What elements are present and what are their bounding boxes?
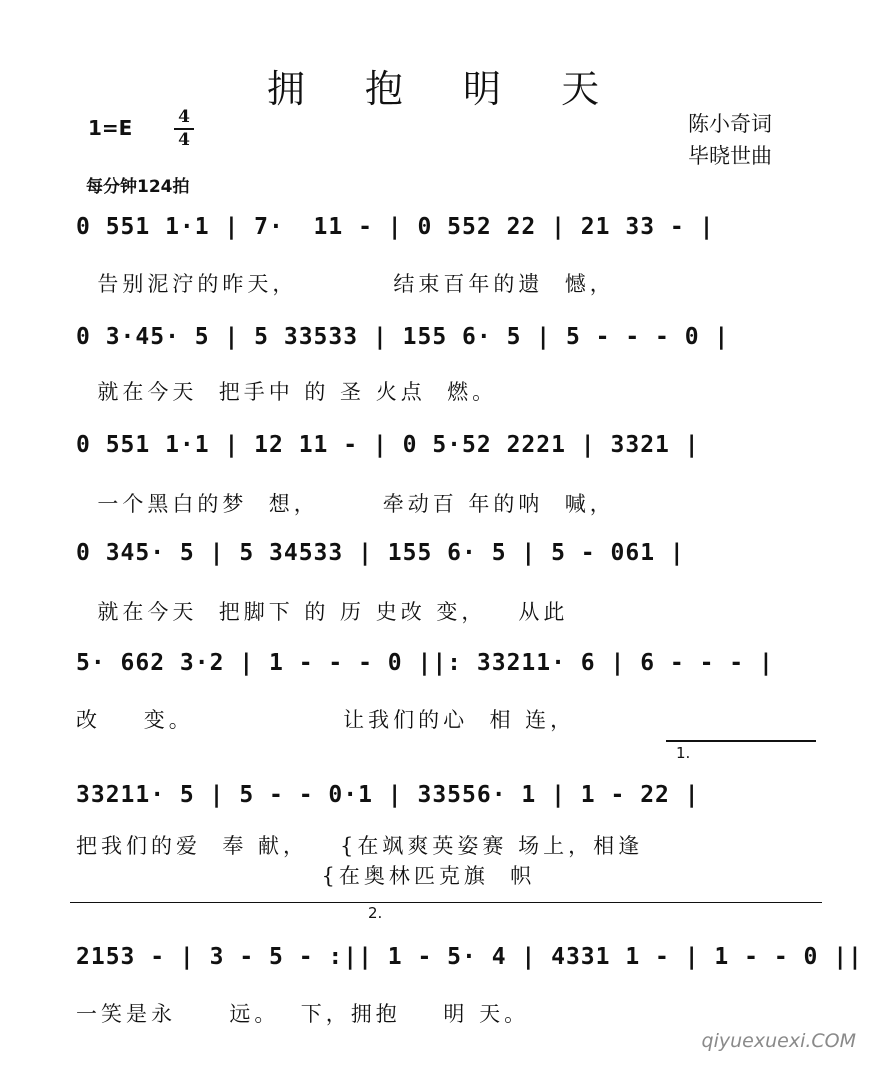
lyric-row-3: 一个黑白的梦 想， 牵动百 年的呐 喊，	[76, 492, 615, 516]
lyric-row-1: 告别泥泞的昨天， 结束百年的遗 憾，	[76, 272, 615, 296]
notation-row-2: 0 3·45· 5 | 5 33533 | 155 6· 5 | 5 - - - 0 |	[76, 324, 730, 350]
notation-row-5: 5· 662 3·2 | 1 - - - 0 ||: 33211· 6 | 6 - - - |	[76, 650, 774, 676]
volta-first-line	[666, 740, 816, 742]
lyric-row-4: 就在今天 把脚下 的 历 史改 变， 从此	[76, 600, 569, 624]
composer-credit: 毕晓世曲	[688, 144, 772, 168]
site-watermark: qiyuexuexi.COM	[701, 1030, 856, 1052]
lyricist-credit: 陈小奇词	[688, 112, 772, 136]
notation-row-3: 0 551 1·1 | 12 11 - | 0 5·52 2221 | 3321 |	[76, 432, 700, 458]
volta-first-label: 1.	[676, 744, 691, 762]
notation-row-7: 2153 - | 3 - 5 - :|| 1 - 5· 4 | 4331 1 - | 1 - - 0 ||	[76, 944, 863, 970]
system-line	[70, 902, 822, 903]
lyric-row-6: 把我们的爱 奉 献， {在飒爽英姿赛 场上，相逢	[76, 834, 644, 858]
song-title: 拥 抱 明 天	[266, 67, 624, 111]
key-signature: 1=E	[88, 116, 133, 140]
time-top: 4	[178, 107, 190, 127]
time-signature	[174, 108, 194, 150]
lyric-row-5: 改 变。 让我们的心 相 连，	[76, 708, 576, 732]
notation-row-1: 0 551 1·1 | 7· 11 - | 0 552 22 | 21 33 - |	[76, 214, 715, 240]
lyric-row-7: 一笑是永 远。 下，拥抱 明 天。	[76, 1002, 530, 1026]
volta-second-label: 2.	[368, 904, 383, 922]
notation-row-6: 33211· 5 | 5 - - 0·1 | 33556· 1 | 1 - 22 |	[76, 782, 700, 808]
notation-row-4: 0 345· 5 | 5 34533 | 155 6· 5 | 5 - 061 |	[76, 540, 685, 566]
tempo-marking: 每分钟124拍	[86, 177, 190, 197]
lyric-row-6b: {在奥林匹克旗 帜	[76, 864, 536, 888]
time-bottom: 4	[178, 130, 190, 150]
lyric-row-2: 就在今天 把手中 的 圣 火点 燃。	[76, 380, 498, 404]
